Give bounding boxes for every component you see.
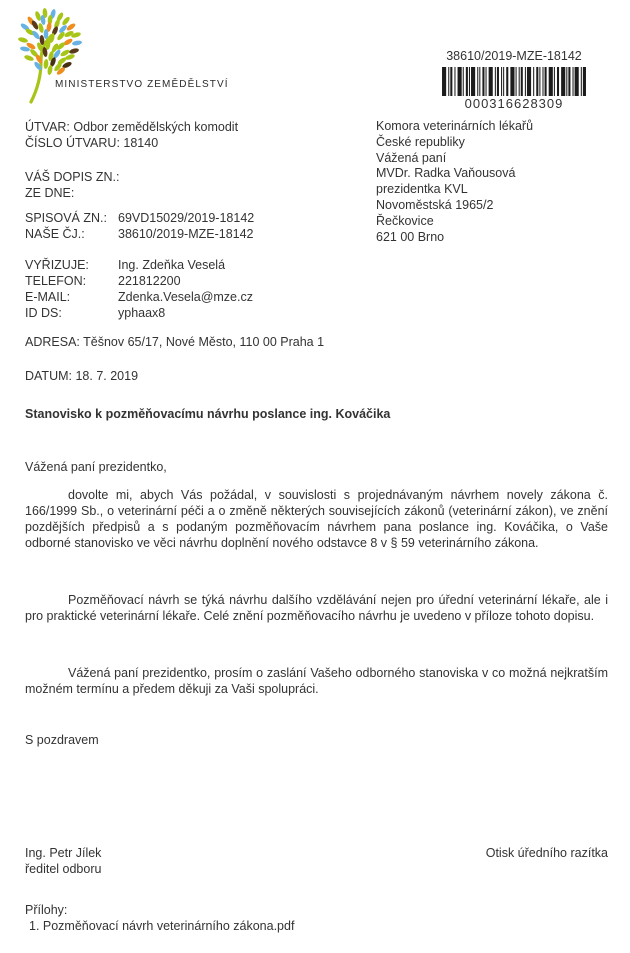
- salutation: Vážená paní prezidentko,: [25, 460, 167, 474]
- signature-block: [25, 845, 101, 877]
- logo-leaves: [18, 8, 83, 76]
- closing: S pozdravem: [25, 733, 99, 747]
- meta-row-email: E-MAIL: Zdenka.Vesela@mze.cz: [25, 290, 253, 304]
- barcode-icon: [440, 67, 588, 96]
- meta-group-unit: [25, 119, 238, 151]
- signature-title: ředitel odboru: [25, 862, 102, 876]
- meta-group-file-ref: [25, 210, 254, 242]
- signature-name: Ing. Petr Jílek: [25, 846, 102, 860]
- meta-row-vyrizuje: VYŘIZUJE: Ing. Zdeňka Veselá: [25, 258, 226, 272]
- barcode-block: [432, 48, 596, 111]
- recipient-line: MVDr. Radka Vaňousová: [376, 166, 516, 181]
- recipient-line: Vážená paní: [376, 150, 447, 165]
- meta-group-contact: [25, 257, 253, 321]
- meta-row-spisova-zn: SPISOVÁ ZN.: 69VD15029/2019-18142: [25, 211, 255, 225]
- meta-row-cislo-utvaru: ČÍSLO ÚTVARU: 18140: [25, 136, 159, 150]
- meta-row-id-ds: ID DS: yphaax8: [25, 306, 166, 320]
- attachment-item: 1. Pozměňovací návrh veterinárního zákona.pdf: [29, 919, 295, 933]
- barcode-reference: 38610/2019-MZE-18142: [446, 49, 582, 63]
- paragraph-1: dovolte mi, abych Vás požádal, v souvislosti s projednávaným návrhem novely zákona č. 166/1999 Sb., o veterinární péči a o změně některých souvisejících zákonů (veterinární zákon), ve znění pozdějších předpisů a s podaným pozměňovacím návrhem pana poslance ing. Kováčika, o Vaše odborné stanovisko ve věci návrhu doplnění nového odstavce 8 v § 59 veterinárního zákona.: [25, 488, 608, 550]
- meta-row-nase-cj: NAŠE ČJ.: 38610/2019-MZE-18142: [25, 227, 254, 241]
- attachments-block: [25, 902, 294, 934]
- attachments-heading: Přílohy:: [25, 903, 68, 917]
- letter-subject: Stanovisko k pozměňovacímu návrhu poslance ing. Kováčika: [25, 407, 391, 421]
- meta-group-your-ref: [25, 169, 119, 201]
- barcode-number: 000316628309: [464, 96, 564, 111]
- recipient-line: 621 00 Brno: [376, 229, 445, 244]
- recipient-address-block: [376, 119, 533, 245]
- recipient-line: Komora veterinárních lékařů: [376, 119, 534, 133]
- meta-row-utvar: ÚTVAR: Odbor zemědělských komodit: [25, 120, 239, 134]
- recipient-line: Novoměstská 1965/2: [376, 197, 494, 212]
- recipient-line: České republiky: [376, 134, 465, 149]
- meta-row-ze-dne: ZE DNE:: [25, 186, 75, 200]
- ministry-name: MINISTERSTVO ZEMĚDĚLSTVÍ: [55, 79, 229, 90]
- recipient-line: prezidentka KVL: [376, 182, 468, 197]
- stamp-note: Otisk úředního razítka: [485, 846, 608, 860]
- recipient-line: Řečkovice: [376, 213, 434, 228]
- paragraph-3: Vážená paní prezidentko, prosím o zaslání Vašeho odborného stanoviska v co možná nejkratším možném termínu a předem děkuji za Vaši spolupráci.: [25, 666, 608, 696]
- meta-row-adresa: ADRESA: Těšnov 65/17, Nové Město, 110 00 Praha 1: [25, 335, 325, 349]
- paragraph-2: Pozměňovací návrh se týká návrhu dalšího vzdělávání nejen pro úřední veterinární lékaře, ale i pro praktické veterinární lékaře. Celé znění pozměňovacího návrhu je uvedeno v příloze tohoto dopisu.: [25, 593, 608, 623]
- meta-row-vas-dopis: VÁŠ DOPIS ZN.:: [25, 170, 120, 184]
- meta-row-telefon: TELEFON: 221812200: [25, 274, 181, 288]
- meta-row-datum: DATUM: 18. 7. 2019: [25, 369, 139, 383]
